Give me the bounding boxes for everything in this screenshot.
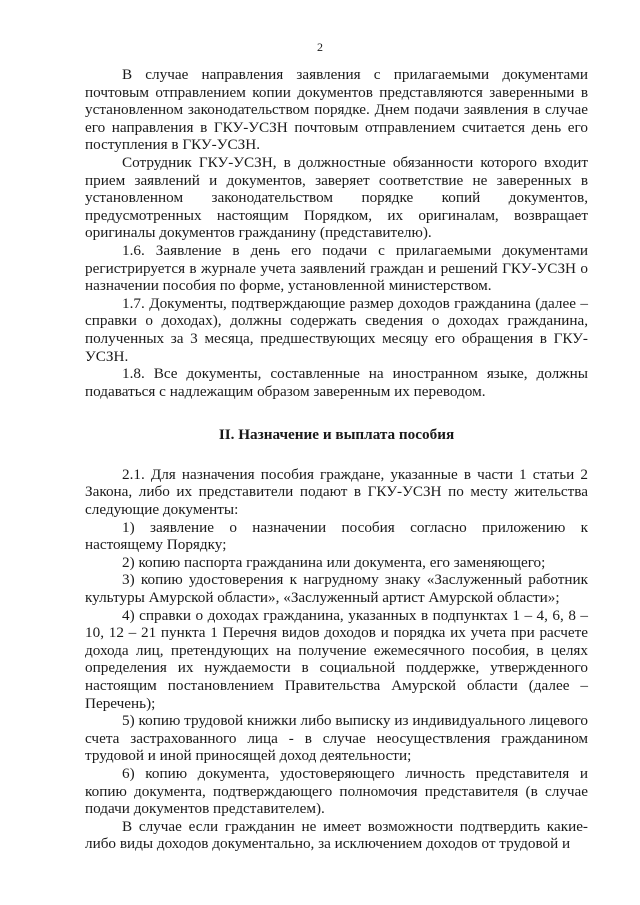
paragraph-1-6-registration: 1.6. Заявление в день его подачи с прилагаемыми документами регистрируется в журнале учета заявлений граждан и решений ГКУ-УСЗН о назначении пособия по форме, установленной министерством. [85,241,588,295]
paragraph-2-1-documents: 2.1. Для назначения пособия граждане, указанные в части 1 статьи 2 Закона, либо их представители подают в ГКУ-УСЗН по месту жительства следующие документы: [85,465,588,519]
list-item-employment-record: 5) копию трудовой книжки либо выписку из индивидуального лицевого счета застрахованного лица - в случае неосуществления гражданином трудовой и иной приносящей доход деятельности; [85,712,588,765]
page-number: 2 [317,40,323,54]
list-item-application: 1) заявление о назначении пособия согласно приложению к настоящему Порядку; [85,518,588,554]
paragraph-1-8-foreign-language: 1.8. Все документы, составленные на иностранном языке, должны подаваться с надлежащим образом заверенным их переводом. [85,365,588,400]
list-item-representative-documents: 6) копию документа, удостоверяющего личность представителя и копию документа, подтверждающего полномочия представителя (в случае подачи документов представителем). [85,764,588,818]
paragraph-1-7-income-documents: 1.7. Документы, подтверждающие размер доходов гражданина (далее – справки о доходах), должны содержать сведения о доходах гражданина, полученных за 3 месяца, предшествующих месяцу его обращения в ГКУ-УСЗН. [85,294,588,365]
list-item-income-certificates: 4) справки о доходах гражданина, указанных в подпунктах 1 – 4, 6, 8 – 10, 12 – 21 пункта 1 Перечня видов доходов и порядка их учета при расчете дохода лиц, претендующих на получение ежемесячного пособия, в целях определения их нуждаемости в социальной поддержке, утвержденного настоящим постановлением Правительства Амурской области (далее – Перечень); [85,606,588,712]
list-item-badge-certificate: 3) копию удостоверения к нагрудному знаку «Заслуженный работник культуры Амурской области», «Заслуженный артист Амурской области»; [85,571,588,607]
paragraph-employee-certification: Сотрудник ГКУ-УСЗН, в должностные обязанности которого входит прием заявлений и документов, заверяет соответствие не заверенных в установленном законодательством порядке копий документов, предусмотренных настоящим Порядком, их оригиналам, возвращает оригиналы документов гражданину (представителю). [85,153,588,242]
section-heading: II. Назначение и выплата пособия [218,426,455,444]
paragraph-undocumented-income: В случае если гражданин не имеет возможности подтвердить какие-либо виды доходов документально, за исключением доходов от трудовой и [85,817,588,853]
list-item-passport: 2) копию паспорта гражданина или документа, его заменяющего; [122,553,546,571]
paragraph-postal-submission: В случае направления заявления с прилагаемыми документами почтовым отправлением копии документов представляются заверенными в установленном законодательством порядке. Днем подачи заявления в случае его направления в ГКУ-УСЗН почтовым отправлением считается день его поступления в ГКУ-УСЗН. [85,66,588,154]
document-body [85,66,588,853]
